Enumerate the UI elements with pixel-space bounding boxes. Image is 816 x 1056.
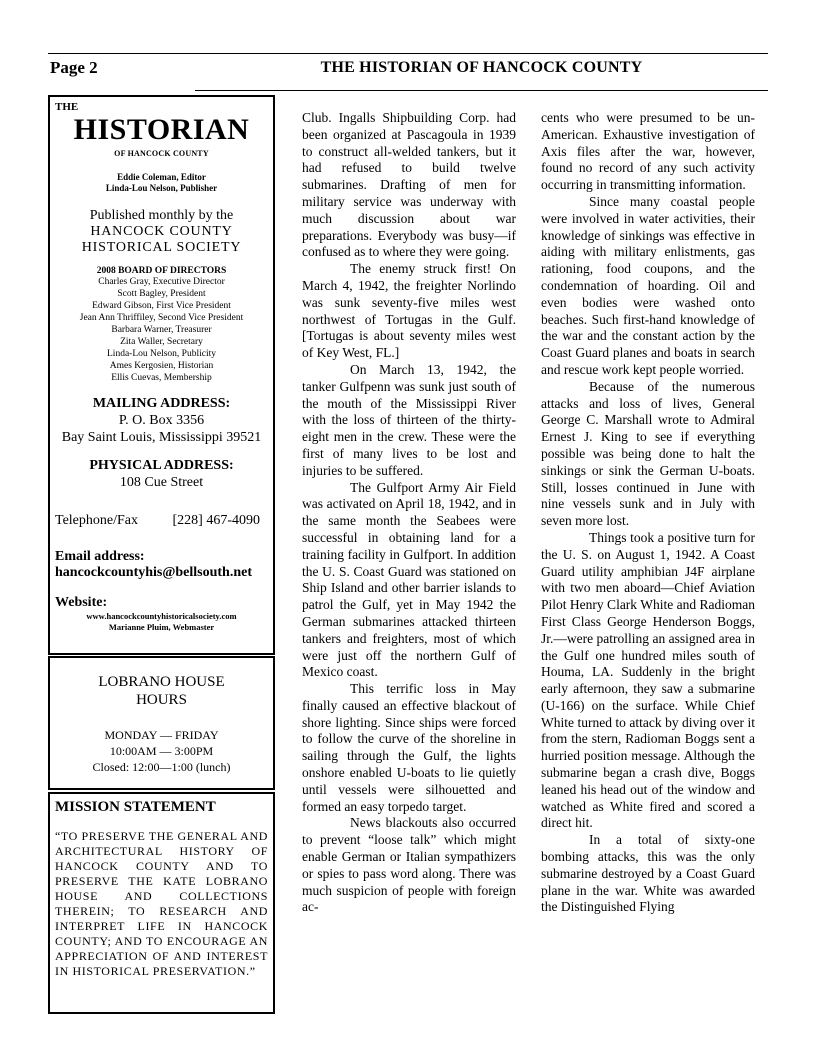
article-paragraph: The enemy struck first! On March 4, 1942, the freighter Norlindo was sunk seventy-five miles west northwest of Tortugas in the Gulf. [Tortugas is about seventy miles west of Key West, FL.]	[302, 261, 516, 361]
webmaster-credit: Marianne Pluim, Webmaster	[108, 622, 215, 632]
board-member: Edward Gibson, First Vice President	[92, 301, 231, 311]
logo-subtitle: OF HANCOCK COUNTY	[114, 149, 209, 158]
mission-box	[48, 792, 275, 1014]
article-paragraph: Club. Ingalls Shipbuilding Corp. had been organized at Pascagoula in 1939 to construct all-welded tankers, but it had refused to build twelve submarines. Drafting of men for military service was underway with much discussion about war preparations. Everybody was busy—if confused as to where they were going.	[302, 110, 516, 260]
board-member: Ellis Cuevas, Membership	[111, 373, 212, 383]
masthead-title: THE HISTORIAN OF HANCOCK COUNTY	[320, 59, 643, 76]
logo-the: THE	[55, 101, 79, 113]
mailing-address-line1: P. O. Box 3356	[118, 413, 205, 428]
physical-address-line1: 108 Cue Street	[119, 475, 204, 490]
board-member: Charles Gray, Executive Director	[98, 277, 225, 287]
article-paragraph: The Gulfport Army Air Field was activated on April 18, 1942, and in the same month the Seabees were successful in obtaining land for a training facility in Gulfport. In addition the U. S. Coast Guard was stationed on Ship Island and other barrier islands to patrol the Gulf, yet in May 1942 the German submarines attacked thirteen tankers and freighters, most of which were just off the northern Gulf of Mexico coast.	[302, 479, 516, 680]
mailing-address-line2: Bay Saint Louis, Mississippi 39521	[61, 430, 262, 445]
phone-label: Telephone/Fax	[55, 513, 138, 528]
top-rule	[48, 53, 768, 54]
article-paragraph: News blackouts also occurred to prevent “loose talk” which might enable German or Italian sympathizers or spies to pass word along. There was much suspicion of people with foreign ac-	[302, 815, 516, 915]
mission-title: MISSION STATEMENT	[55, 799, 216, 815]
article-paragraph: Since many coastal people were involved in water activities, their knowledge of sinkings was effective in aiding with military enlistments, gas rationing, food coupons, and the condemnation of hoarding. Oil and even bodies were washed onto beaches. Such first-hand knowledge of the war and the constant action by the Coast Guard planes and boats in search and rescue work kept people worried.	[541, 193, 755, 377]
article-paragraph: On March 13, 1942, the tanker Gulfpenn was sunk just south of the mouth of the Mississippi River with the loss of thirteen of the thirty-eight men in the crew. These were the first of many lives to be lost and injuries to be suffered.	[302, 361, 516, 478]
hours-days: MONDAY — FRIDAY	[104, 728, 219, 742]
published-by: Published monthly by the	[89, 208, 234, 223]
board-member: Zita Waller, Secretary	[120, 337, 203, 347]
info-box	[48, 95, 275, 655]
article-column-2	[541, 110, 755, 916]
article-column-1	[302, 110, 516, 916]
hours-times: 10:00AM — 3:00PM	[109, 744, 214, 758]
website-label: Website:	[55, 595, 108, 610]
board-title: 2008 BOARD OF DIRECTORS	[96, 266, 227, 276]
hours-closed: Closed: 12:00—1:00 (lunch)	[92, 760, 231, 774]
article-paragraph: In a total of sixty-one bombing attacks, this was the only submarine destroyed by a Coast Guard plane in the war. White was awarded the Distinguished Flying	[541, 832, 755, 915]
article-paragraph: Things took a positive turn for the U. S. on August 1, 1942. A Coast Guard utility amphibian J4F airplane with two men aboard—Chief Aviation Pilot Henry Clark White and Radioman First Class George Henderson Boggs, Jr.—were patrolling an assigned area in the Gulf one hundred miles south of Houma, LA. Suddenly in the bright early afternoon, they saw a submarine (U-166) on the surface. While Chief White turned to attack by diving over it from the stern, Radioman Boggs sent a hurried position message. Although the submarine began a crash dive, Boggs leaned his head out of the window and watched as White fired and scored a direct hit.	[541, 529, 755, 831]
publisher-credit: Linda-Lou Nelson, Publisher	[105, 183, 218, 193]
email-link[interactable]: hancockcountyhis@bellsouth.net	[55, 565, 253, 580]
hours-title-line1: LOBRANO HOUSE	[98, 674, 225, 690]
email-label: Email address:	[55, 549, 145, 564]
article-paragraph: This terrific loss in May finally caused an effective blackout of shore lighting. Since ships were forced to follow the curve of the shoreline in sailing through the Gulf, the lights onshore enabled U-boats to lie quietly until vessels were silhouetted and formed an easy torpedo target.	[302, 681, 516, 814]
mailing-address-title: MAILING ADDRESS:	[92, 396, 231, 411]
logo-historian: HISTORIAN	[73, 113, 250, 146]
masthead-rule	[195, 90, 768, 91]
website-link[interactable]: www.hancockcountyhistoricalsociety.com	[86, 611, 237, 621]
society-name-line1: HANCOCK COUNTY	[90, 224, 233, 239]
article-paragraph: cents who were presumed to be un-American. Exhaustive investigation of Axis files after the war, however, found no record of any such activity occurring in transmitting information.	[541, 110, 755, 193]
phone-value: [228] 467-4090	[172, 513, 260, 528]
article-paragraph: Because of the numerous attacks and loss of lives, General George C. Marshall wrote to Admiral Ernest J. King to see if everything possible was being done to halt the sinkings or sink the German U-boats. Still, losses continued in June with nine vessels sunk and in July with seven more lost.	[541, 378, 755, 529]
board-member: Scott Bagley, President	[117, 289, 206, 299]
phone-row	[55, 513, 268, 529]
page-number: Page 2	[50, 58, 98, 77]
board-member: Linda-Lou Nelson, Publicity	[107, 349, 216, 359]
board-member: Ames Kergosien, Historian	[109, 361, 214, 371]
board-member: Jean Ann Thriffiley, Second Vice President	[79, 313, 244, 323]
editor-credit: Eddie Coleman, Editor	[117, 172, 206, 182]
mission-text: “TO PRESERVE THE GENERAL AND ARCHITECTURAL HISTORY OF HANCOCK COUNTY AND TO PRESERVE THE KATE LOBRANO HOUSE AND COLLECTIONS THEREIN; TO RESEARCH AND INTERPRET LIFE IN HANCOCK COUNTY; AND TO ENCOURAGE AN APPRECIATION OF AND INTEREST IN HISTORICAL PRESERVATION.”	[55, 829, 268, 978]
hours-title-line2: HOURS	[136, 692, 187, 708]
board-member: Barbara Warner, Treasurer	[111, 325, 212, 335]
physical-address-title: PHYSICAL ADDRESS:	[89, 458, 234, 473]
society-name-line2: HISTORICAL SOCIETY	[81, 240, 242, 255]
hours-box	[48, 656, 275, 790]
